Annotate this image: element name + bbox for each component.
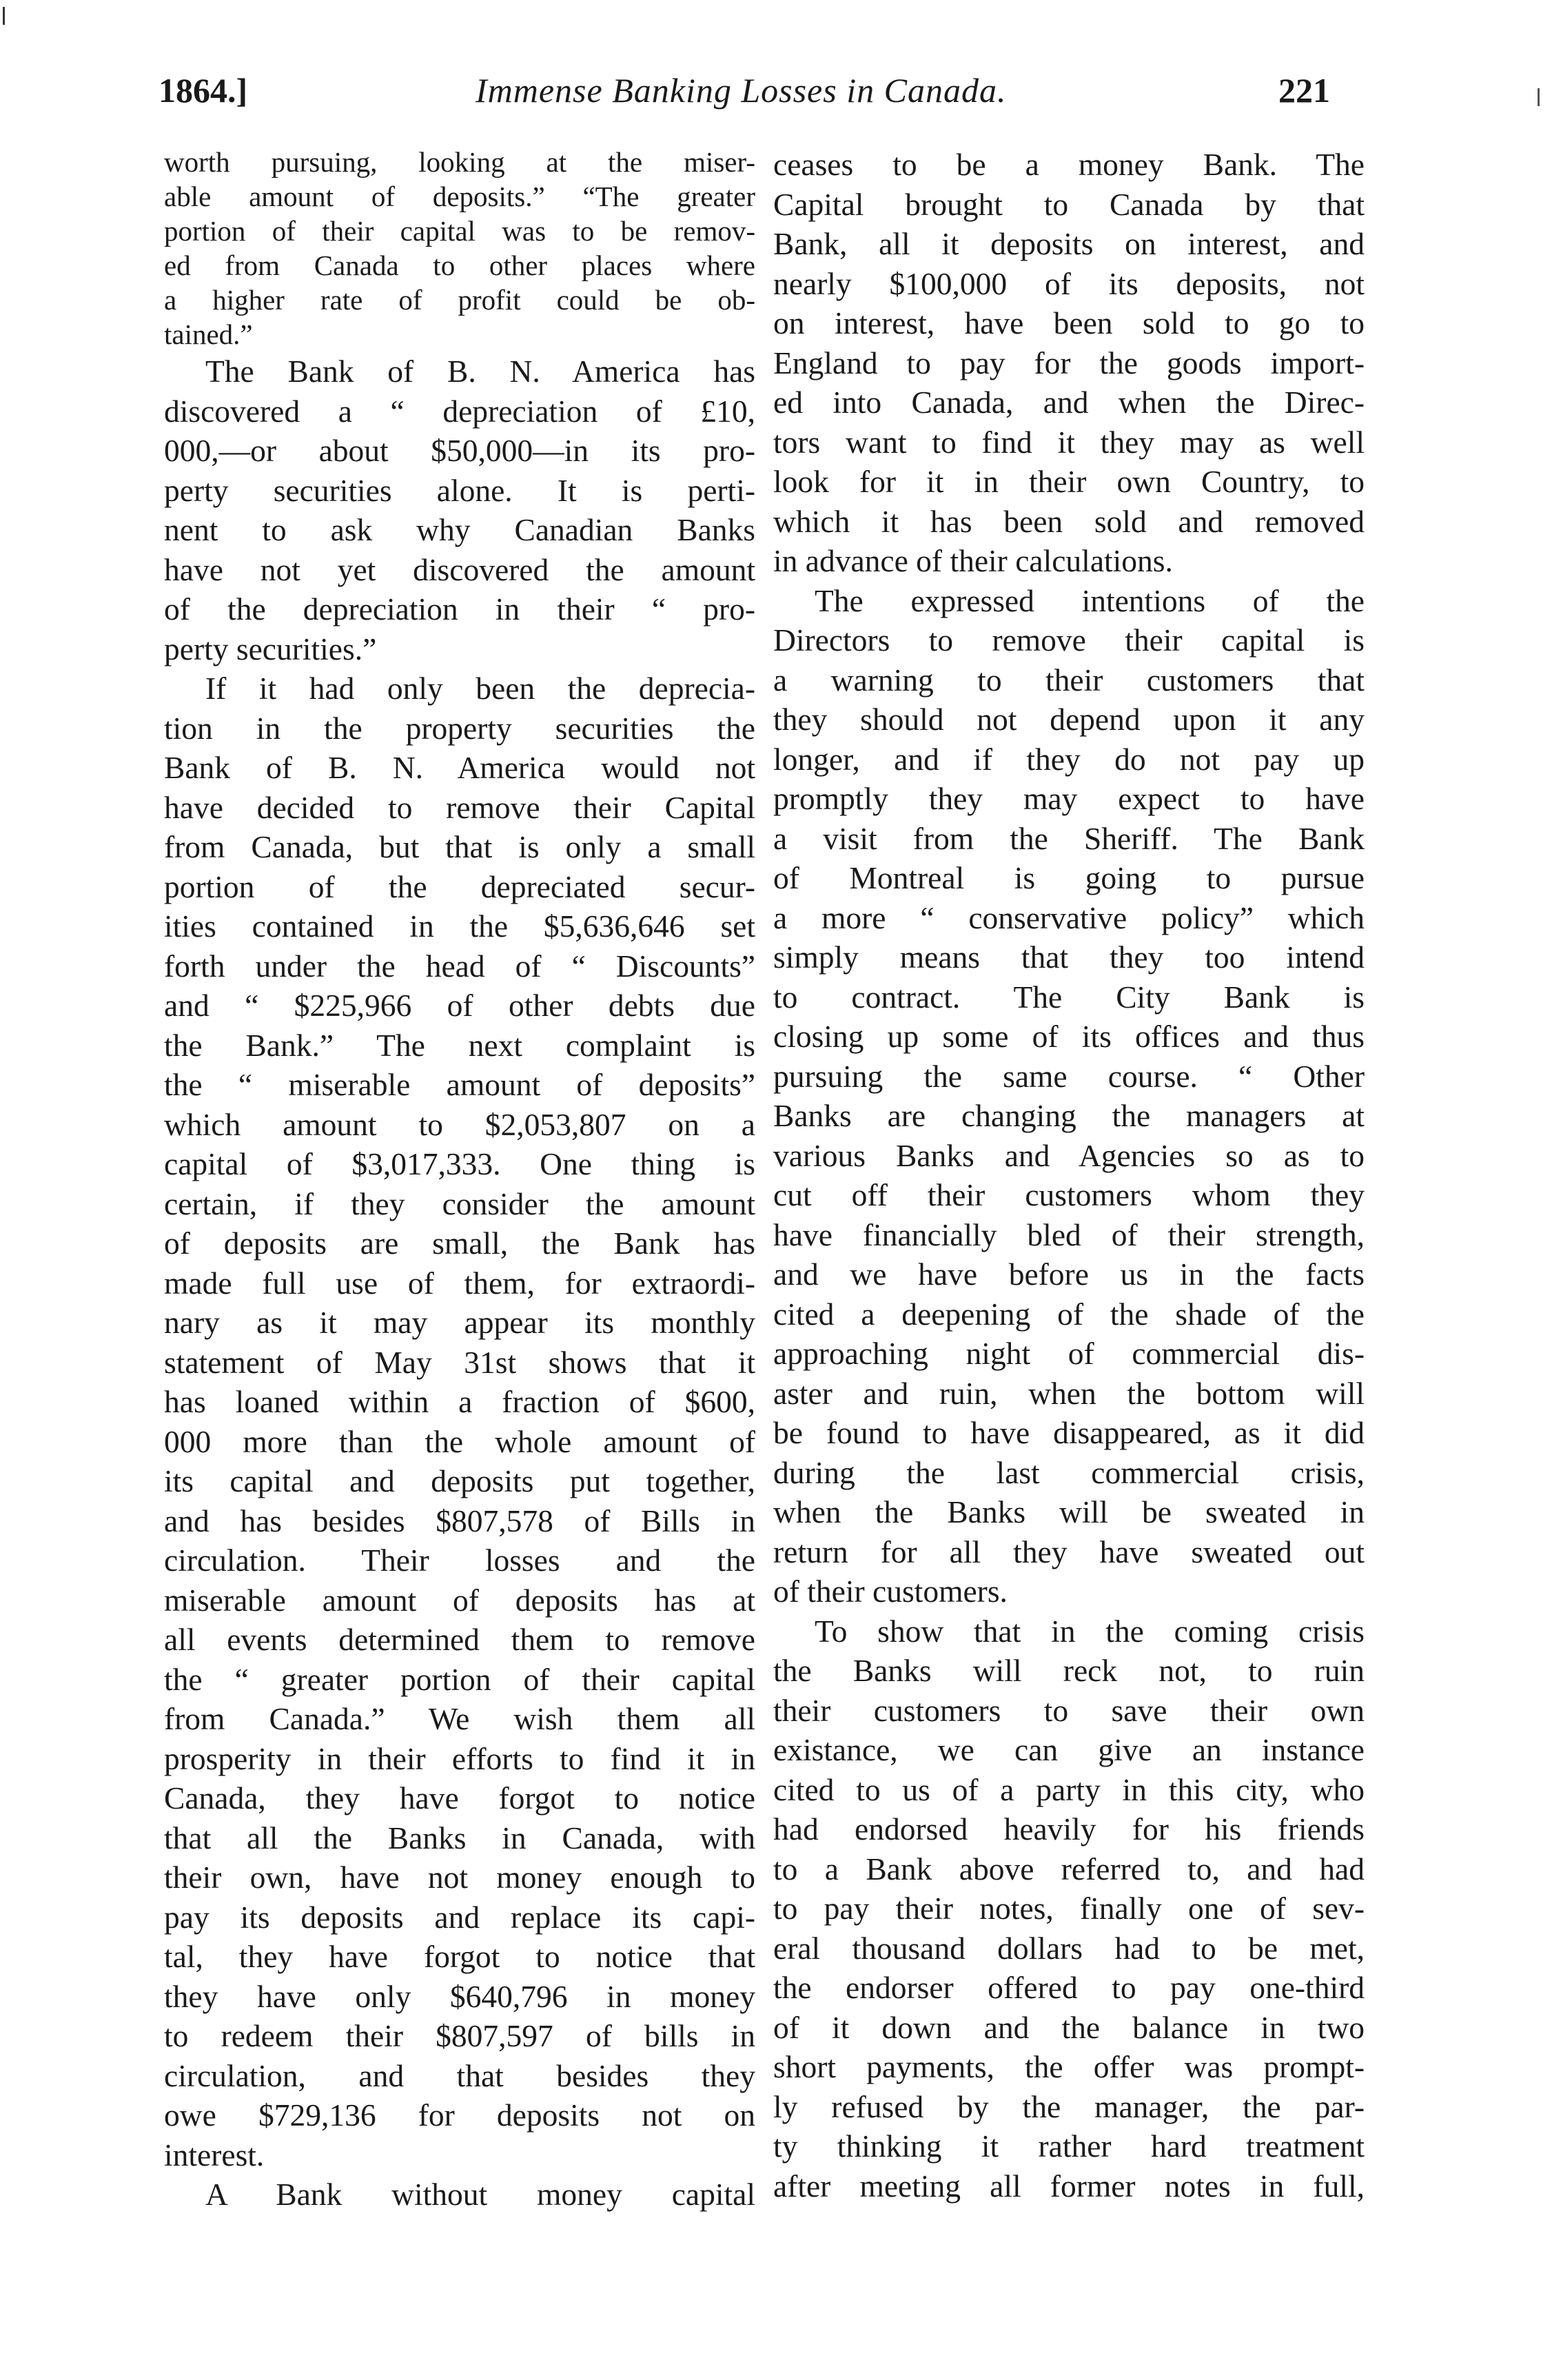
- text-line: the endorser offered to pay one-third: [773, 1970, 1365, 2005]
- text-line: a more “ conservative policy” which: [773, 899, 1365, 935]
- text-line: their own, have not money enough to: [164, 1860, 755, 1895]
- text-line: to redeem their $807,597 of bills in: [164, 2018, 755, 2053]
- paragraph: [164, 2175, 755, 2215]
- text-line: existance, we can give an instance: [773, 1732, 1365, 1767]
- text-line: Directors to remove their capital is: [773, 622, 1365, 658]
- text-line: in advance of their calculations.: [773, 543, 1173, 578]
- text-line: discovered a “ depreciation of £10,: [164, 393, 755, 429]
- text-line: various Banks and Agencies so as to: [773, 1137, 1365, 1173]
- text-line: perty securities.”: [164, 631, 377, 667]
- text-line: nearly $100,000 of its deposits, not: [773, 265, 1365, 301]
- text-line: the Banks will reck not, to ruin: [773, 1653, 1365, 1688]
- text-line: a visit from the Sheriff. The Bank: [773, 820, 1365, 856]
- text-line: Banks are changing the managers at: [773, 1098, 1365, 1133]
- paragraph: [773, 581, 1365, 1611]
- text-line: closing up some of its offices and thus: [773, 1019, 1365, 1054]
- paragraph: [773, 145, 1365, 581]
- text-line: aster and ruin, when the bottom will: [773, 1375, 1365, 1411]
- text-line: the “ greater portion of their capital: [164, 1661, 755, 1697]
- text-line: they should not depend upon it any: [773, 702, 1365, 737]
- text-line: England to pay for the goods import-: [773, 345, 1365, 380]
- text-line: nent to ask why Canadian Banks: [164, 512, 755, 547]
- text-line: simply means that they too intend: [773, 939, 1365, 975]
- paragraph: [164, 669, 755, 2175]
- text-line: their customers to save their own: [773, 1692, 1365, 1728]
- text-line: to a Bank above referred to, and had: [773, 1851, 1365, 1886]
- text-line: cited a deepening of the shade of the: [773, 1296, 1365, 1332]
- text-line: made full use of them, for extraordi-: [164, 1265, 755, 1301]
- text-line: pay its deposits and replace its capi-: [164, 1899, 755, 1935]
- text-line: that all the Banks in Canada, with: [164, 1820, 755, 1855]
- text-line: short payments, the offer was prompt-: [773, 2049, 1365, 2084]
- text-line: and we have before us in the facts: [773, 1257, 1365, 1292]
- text-line: circulation, and that besides they: [164, 2057, 755, 2093]
- text-line: owe $729,136 for deposits not on: [164, 2097, 755, 2133]
- text-line: look for it in their own Country, to: [773, 464, 1365, 499]
- text-line: which amount to $2,053,807 on a: [164, 1106, 755, 1142]
- paragraph: [164, 352, 755, 669]
- text-line: Capital brought to Canada by that: [773, 186, 1365, 222]
- text-line: of it down and the balance in two: [773, 2009, 1365, 2045]
- text-line: certain, if they consider the amount: [164, 1186, 755, 1221]
- text-line: to pay their notes, finally one of sev-: [773, 1891, 1365, 1926]
- paragraph: [164, 145, 755, 352]
- text-line: approaching night of commercial dis-: [773, 1336, 1365, 1371]
- paragraph: [773, 1611, 1365, 2206]
- text-line: 000 more than the whole amount of: [164, 1423, 755, 1459]
- text-line: on interest, have been sold to go to: [773, 305, 1365, 340]
- text-line: eral thousand dollars had to be met,: [773, 1930, 1365, 1966]
- text-line: be found to have disappeared, as it did: [773, 1415, 1365, 1450]
- text-line: have decided to remove their Capital: [164, 789, 755, 825]
- text-line: tion in the property securities the: [164, 710, 755, 746]
- text-line: ities contained in the $5,636,646 set: [164, 908, 755, 944]
- text-line: worth pursuing, looking at the miser-: [164, 146, 755, 178]
- text-line: Canada, they have forgot to notice: [164, 1780, 755, 1815]
- text-line: If it had only been the deprecia-: [205, 671, 755, 706]
- text-line: ceases to be a money Bank. The: [773, 147, 1365, 182]
- text-line: return for all they have sweated out: [773, 1534, 1365, 1569]
- text-line: during the last commercial crisis,: [773, 1454, 1365, 1490]
- text-line: circulation. Their losses and the: [164, 1543, 755, 1578]
- text-line: and “ $225,966 of other debts due: [164, 988, 755, 1023]
- text-line: cited to us of a party in this city, who: [773, 1771, 1365, 1807]
- text-line: ed into Canada, and when the Direc-: [773, 385, 1365, 420]
- text-line: ed from Canada to other places where: [164, 250, 755, 281]
- right-column: [773, 145, 1365, 2206]
- text-line: a warning to their customers that: [773, 662, 1365, 698]
- text-line: when the Banks will be sweated in: [773, 1494, 1365, 1529]
- text-line: ly refused by the manager, the par-: [773, 2088, 1365, 2124]
- text-line: of deposits are small, the Bank has: [164, 1225, 755, 1261]
- text-line: The Bank of B. N. America has: [205, 354, 755, 389]
- text-line: 000,—or about $50,000—in its pro-: [164, 433, 755, 468]
- text-line: have not yet discovered the amount: [164, 551, 755, 587]
- running-header: [159, 66, 1330, 114]
- text-line: statement of May 31st shows that it: [164, 1344, 755, 1380]
- text-line: nary as it may appear its monthly: [164, 1305, 755, 1340]
- text-line: the “ miserable amount of deposits”: [164, 1067, 755, 1102]
- text-line: Bank of B. N. America would not: [164, 750, 755, 785]
- text-line: portion of the depreciated secur-: [164, 868, 755, 904]
- text-line: tained.”: [164, 318, 253, 350]
- text-line: have financially bled of their strength,: [773, 1217, 1365, 1252]
- text-line: prosperity in their efforts to find it in: [164, 1740, 755, 1776]
- text-line: the Bank.” The next complaint is: [164, 1027, 755, 1063]
- scan-edge-mark-right: [1538, 88, 1540, 106]
- text-line: from Canada, but that is only a small: [164, 829, 755, 864]
- page-number: 221: [1278, 71, 1330, 110]
- text-line: they have only $640,796 in money: [164, 1978, 755, 2014]
- text-line: of their customers.: [773, 1574, 1008, 1609]
- text-line: had endorsed heavily for his friends: [773, 1811, 1365, 1847]
- text-line: from Canada.” We wish them all: [164, 1701, 755, 1736]
- text-line: A Bank without money capital: [205, 2177, 755, 2212]
- text-line: and has besides $807,578 of Bills in: [164, 1503, 755, 1538]
- text-line: able amount of deposits.” “The greater: [164, 181, 755, 212]
- text-line: all events determined them to remove: [164, 1622, 755, 1657]
- text-line: The expressed intentions of the: [815, 582, 1365, 618]
- text-line: its capital and deposits put together,: [164, 1463, 755, 1498]
- text-line: pursuing the same course. “ Other: [773, 1058, 1365, 1094]
- text-line: ty thinking it rather hard treatment: [773, 2128, 1365, 2164]
- text-line: Bank, all it deposits on interest, and: [773, 226, 1365, 261]
- text-line: longer, and if they do not pay up: [773, 741, 1365, 777]
- text-line: interest.: [164, 2137, 265, 2173]
- text-line: which it has been sold and removed: [773, 503, 1365, 539]
- scan-edge-mark: [3, 7, 5, 25]
- left-column: [164, 145, 755, 2215]
- text-line: after meeting all former notes in full,: [773, 2168, 1365, 2204]
- text-line: capital of $3,017,333. One thing is: [164, 1146, 755, 1181]
- text-line: to contract. The City Bank is: [773, 979, 1365, 1015]
- text-line: has loaned within a fraction of $600,: [164, 1384, 755, 1419]
- text-line: promptly they may expect to have: [773, 781, 1365, 816]
- text-line: tal, they have forgot to notice that: [164, 1939, 755, 1974]
- text-line: forth under the head of “ Discounts”: [164, 948, 755, 984]
- text-line: perty securities alone. It is perti-: [164, 472, 755, 508]
- header-title: Immense Banking Losses in Canada.: [476, 71, 1007, 110]
- header-year: 1864.]: [159, 71, 248, 110]
- text-line: tors want to find it they may as well: [773, 424, 1365, 460]
- text-line: To show that in the coming crisis: [815, 1613, 1365, 1649]
- text-line: cut off their customers whom they: [773, 1177, 1365, 1212]
- text-line: miserable amount of deposits has at: [164, 1582, 755, 1618]
- text-line: of the depreciation in their “ pro-: [164, 591, 755, 627]
- text-line: a higher rate of profit could be ob-: [164, 284, 755, 316]
- text-line: portion of their capital was to be remov-: [164, 215, 755, 247]
- text-line: of Montreal is going to pursue: [773, 860, 1365, 895]
